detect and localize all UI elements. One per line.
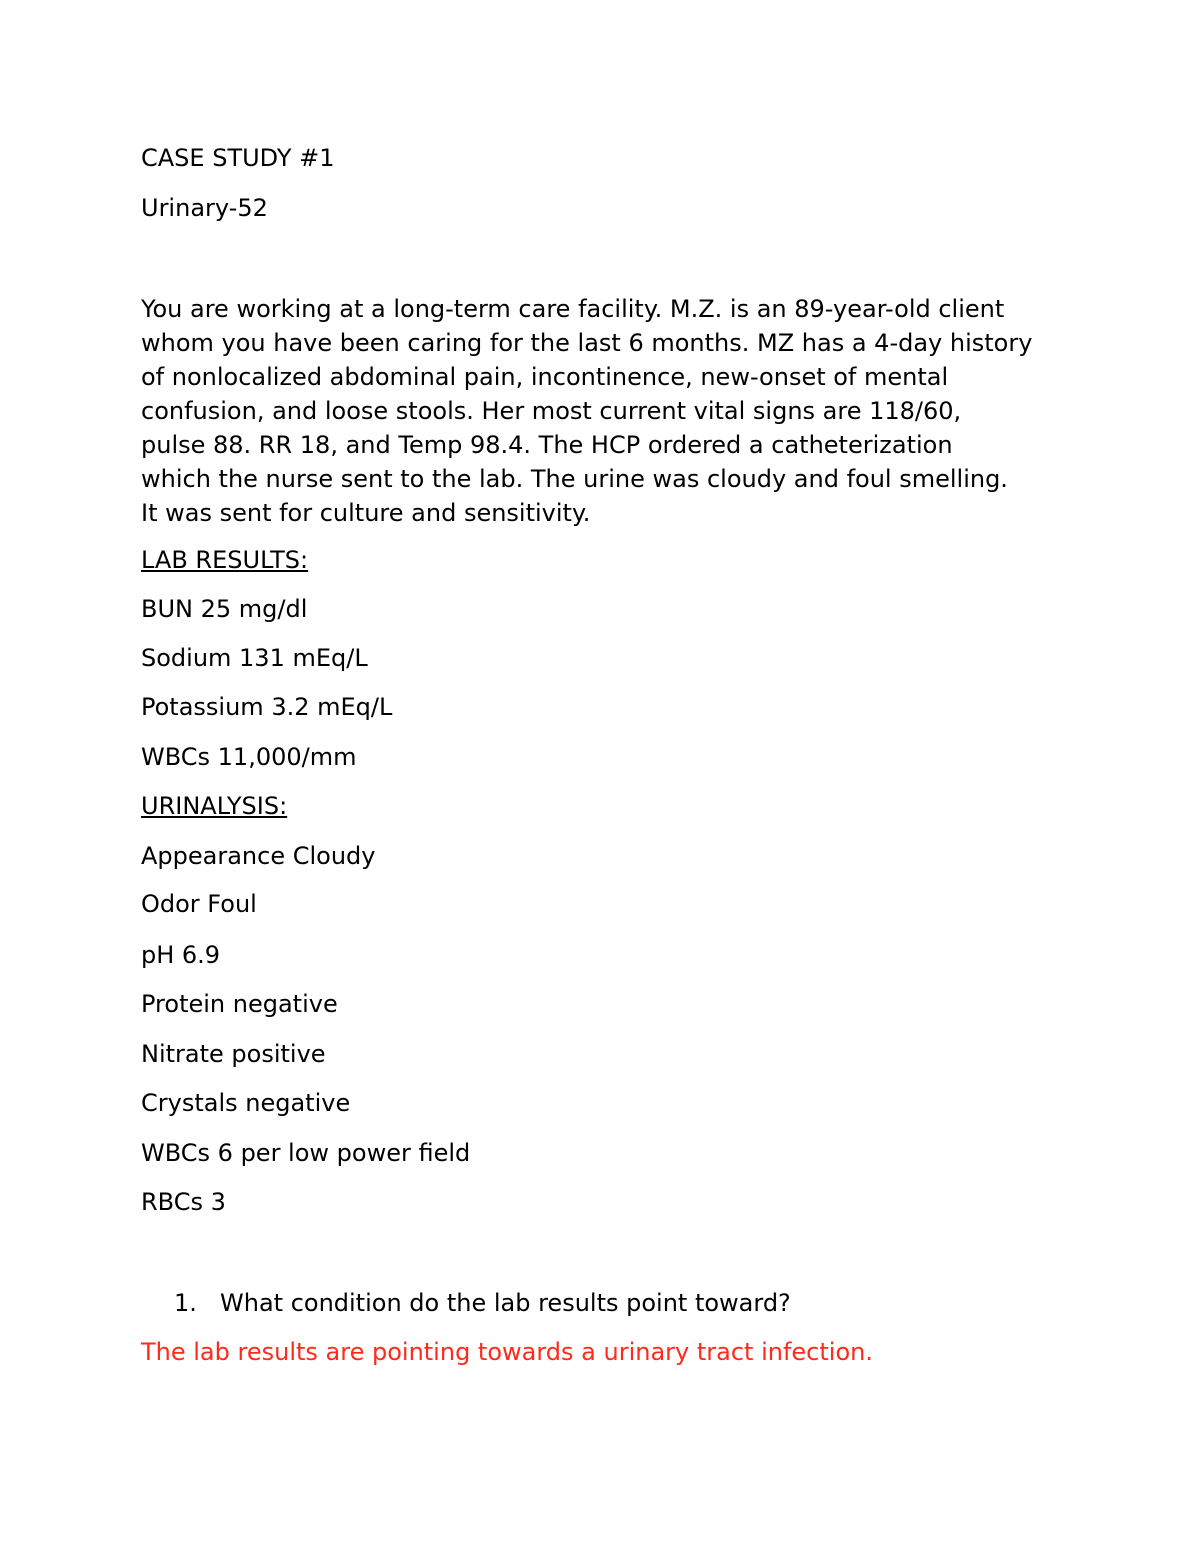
scenario-line: It was sent for culture and sensitivity.	[141, 499, 591, 527]
urinalysis-item: Odor Foul	[141, 890, 257, 918]
lab-results-heading: LAB RESULTS:	[141, 546, 309, 574]
scenario-line: of nonlocalized abdominal pain, incontinence, new-onset of mental	[141, 363, 949, 391]
urinalysis-item: WBCs 6 per low power field	[141, 1139, 471, 1167]
answer-text: The lab results are pointing towards a urinary tract infection.	[141, 1338, 873, 1366]
question-text: What condition do the lab results point toward?	[220, 1289, 791, 1317]
scenario-line: which the nurse sent to the lab. The urine was cloudy and foul smelling.	[141, 465, 1008, 493]
case-study-title: CASE STUDY #1	[141, 144, 335, 172]
urinalysis-item: Appearance Cloudy	[141, 842, 376, 870]
lab-result-item: Sodium 131 mEq/L	[141, 644, 368, 672]
urinalysis-item: Nitrate positive	[141, 1040, 326, 1068]
urinalysis-item: pH 6.9	[141, 941, 221, 969]
lab-result-item: BUN 25 mg/dl	[141, 595, 308, 623]
scenario-line: whom you have been caring for the last 6 months. MZ has a 4-day history	[141, 329, 1033, 357]
scenario-line: You are working at a long-term care facility. M.Z. is an 89-year-old client	[141, 295, 1005, 323]
scenario-paragraph	[141, 292, 1061, 530]
question-number: 1.	[174, 1289, 197, 1317]
urinalysis-heading: URINALYSIS:	[141, 792, 288, 820]
urinalysis-item: Crystals negative	[141, 1089, 351, 1117]
scenario-line: confusion, and loose stools. Her most current vital signs are 118/60,	[141, 397, 962, 425]
scenario-line: pulse 88. RR 18, and Temp 98.4. The HCP ordered a catheterization	[141, 431, 953, 459]
lab-result-item: WBCs 11,000/mm	[141, 743, 357, 771]
case-study-subtitle: Urinary-52	[141, 194, 268, 222]
lab-result-item: Potassium 3.2 mEq/L	[141, 693, 393, 721]
urinalysis-item: RBCs 3	[141, 1188, 226, 1216]
urinalysis-item: Protein negative	[141, 990, 338, 1018]
